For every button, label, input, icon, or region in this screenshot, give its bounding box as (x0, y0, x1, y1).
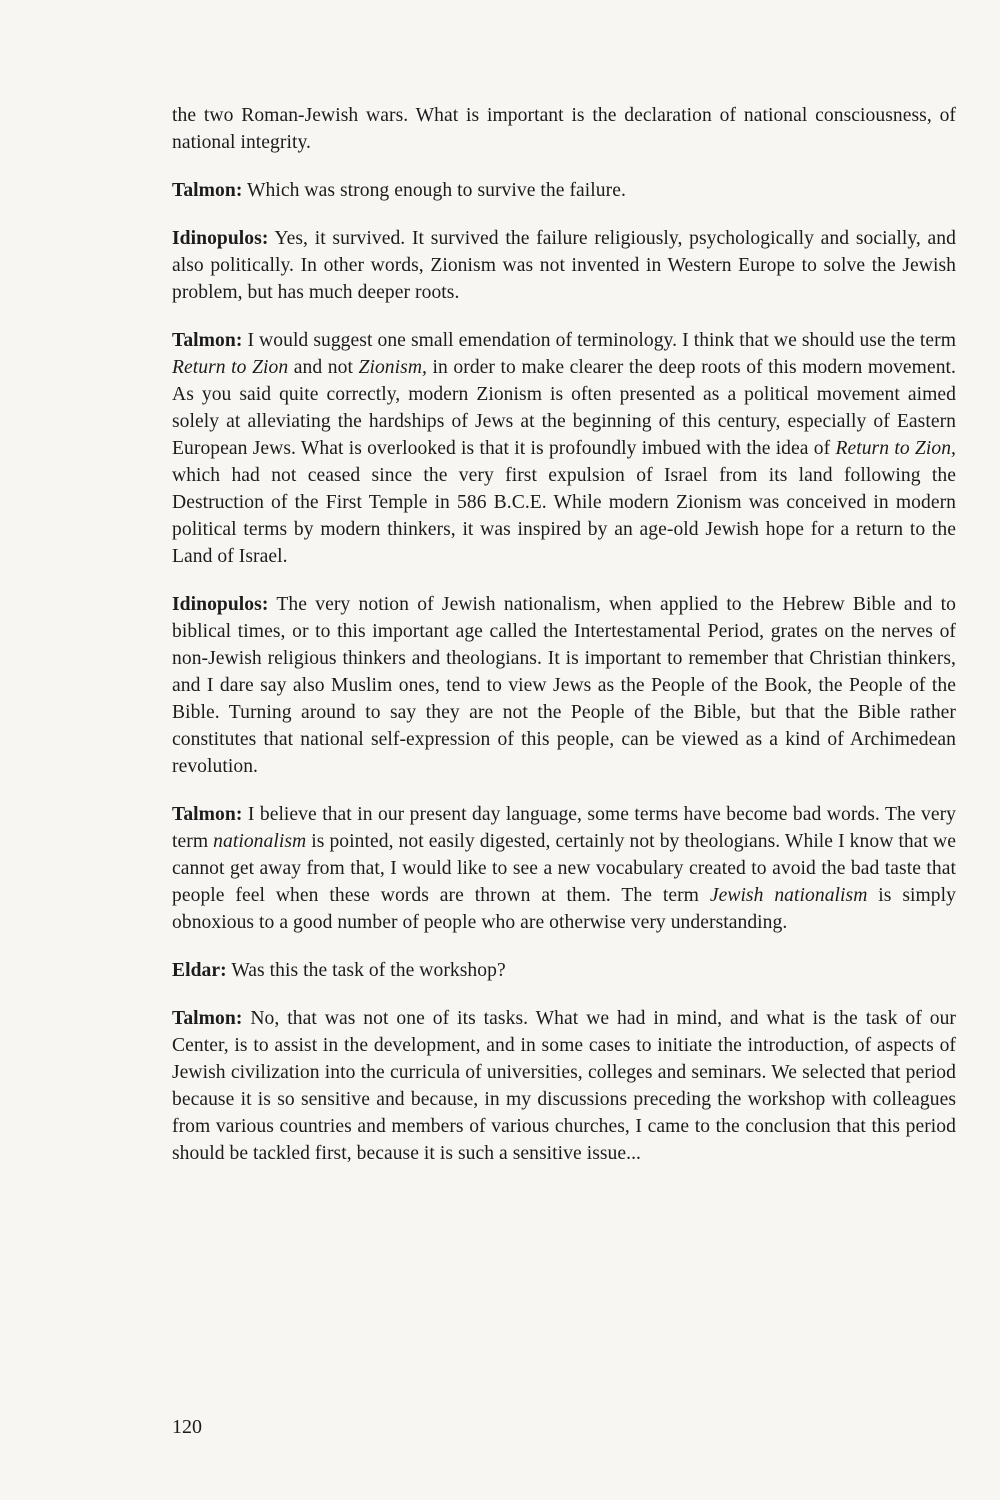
speaker-name: Talmon: (172, 330, 243, 351)
dialogue-paragraph (172, 957, 956, 984)
dialogue-paragraph (172, 327, 956, 570)
italic-term: Zionism, (358, 357, 427, 378)
speaker-name: Talmon: (172, 804, 243, 825)
italic-term: Return to Zion (172, 357, 289, 378)
speaker-name: Idinopulos: (172, 594, 269, 615)
speaker-name: Idinopulos: (172, 228, 269, 249)
speaker-name: Eldar: (172, 960, 227, 981)
italic-term: Jewish nationalism (709, 885, 868, 906)
dialogue-paragraph (172, 102, 956, 156)
speaker-name: Talmon: (172, 1008, 243, 1029)
italic-term: Return to Zion, (835, 438, 956, 459)
paragraph-text: which had not ceased since the very first expulsion of Israel from its land following the Destruction of the First Temple in 586 B.C.E. While modern Zionism was conceived in modern political terms by modern thinkers, it was inspired by an age-old Jewish hope for a return to the Land of Israel. (172, 465, 956, 567)
paragraph-text: is simply obnoxious to a good number of people who are otherwise very understanding. (172, 885, 956, 933)
dialogue-paragraph (172, 1005, 956, 1167)
paragraph-text: Which was strong enough to survive the failure. (242, 180, 626, 201)
paragraph-text: I believe that in our present day language, some terms have become bad words. The very term (172, 804, 956, 852)
page-number: 120 (172, 1416, 202, 1438)
paragraph-text: and not (288, 357, 359, 378)
dialogue-paragraph (172, 591, 956, 780)
paragraph-text: in order to make clearer the deep roots of this modern movement. As you said quite correctly, modern Zionism is often presented as a political movement aimed solely at alleviating the hardships of Jews at the beginning of this century, especially of Eastern European Jews. What is overlooked is that it is profoundly imbued with the idea of (172, 357, 956, 459)
paragraph-text: I would suggest one small emendation of terminology. I think that we should use the term (242, 330, 956, 351)
speaker-name: Talmon: (172, 180, 243, 201)
italic-term: nationalism (213, 831, 307, 852)
dialogue-paragraph (172, 801, 956, 936)
paragraph-text: The very notion of Jewish nationalism, when applied to the Hebrew Bible and to biblical times, or to this important age called the Intertestamental Period, grates on the nerves of non-Jewish religious thinkers and theologians. It is important to remember that Christian thinkers, and I dare say also Muslim ones, tend to view Jews as the People of the Book, the People of the Bible. Turning around to say they are not the People of the Bible, but that the Bible rather constitutes that national self-expression of this people, can be viewed as a kind of Archimedean revolution. (172, 594, 956, 777)
paragraph-text: Was this the task of the workshop? (226, 960, 506, 981)
dialogue-paragraph (172, 225, 956, 306)
paragraph-text: No, that was not one of its tasks. What we had in mind, and what is the task of our Center, is to assist in the development, and in some cases to initiate the introduction, of aspects of Jewish civilization into the curricula of universities, colleges and seminars. We selected that period because it is so sensitive and because, in my discussions preceding the workshop with colleagues from various countries and members of various churches, I came to the conclusion that this period should be tackled first, because it is such a sensitive issue... (172, 1008, 956, 1164)
paragraph-text: Yes, it survived. It survived the failure religiously, psychologically and socially, and also politically. In other words, Zionism was not invented in Western Europe to solve the Jewish problem, but has much deeper roots. (172, 228, 956, 303)
page-body (172, 102, 956, 1188)
paragraph-text: is pointed, not easily digested, certainly not by theologians. While I know that we cannot get away from that, I would like to see a new vocabulary created to avoid the bad taste that people feel when these words are thrown at them. The term (172, 831, 956, 906)
paragraph-text: the two Roman-Jewish wars. What is important is the declaration of national consciousness, of national integrity. (172, 105, 956, 153)
dialogue-paragraph (172, 177, 956, 204)
